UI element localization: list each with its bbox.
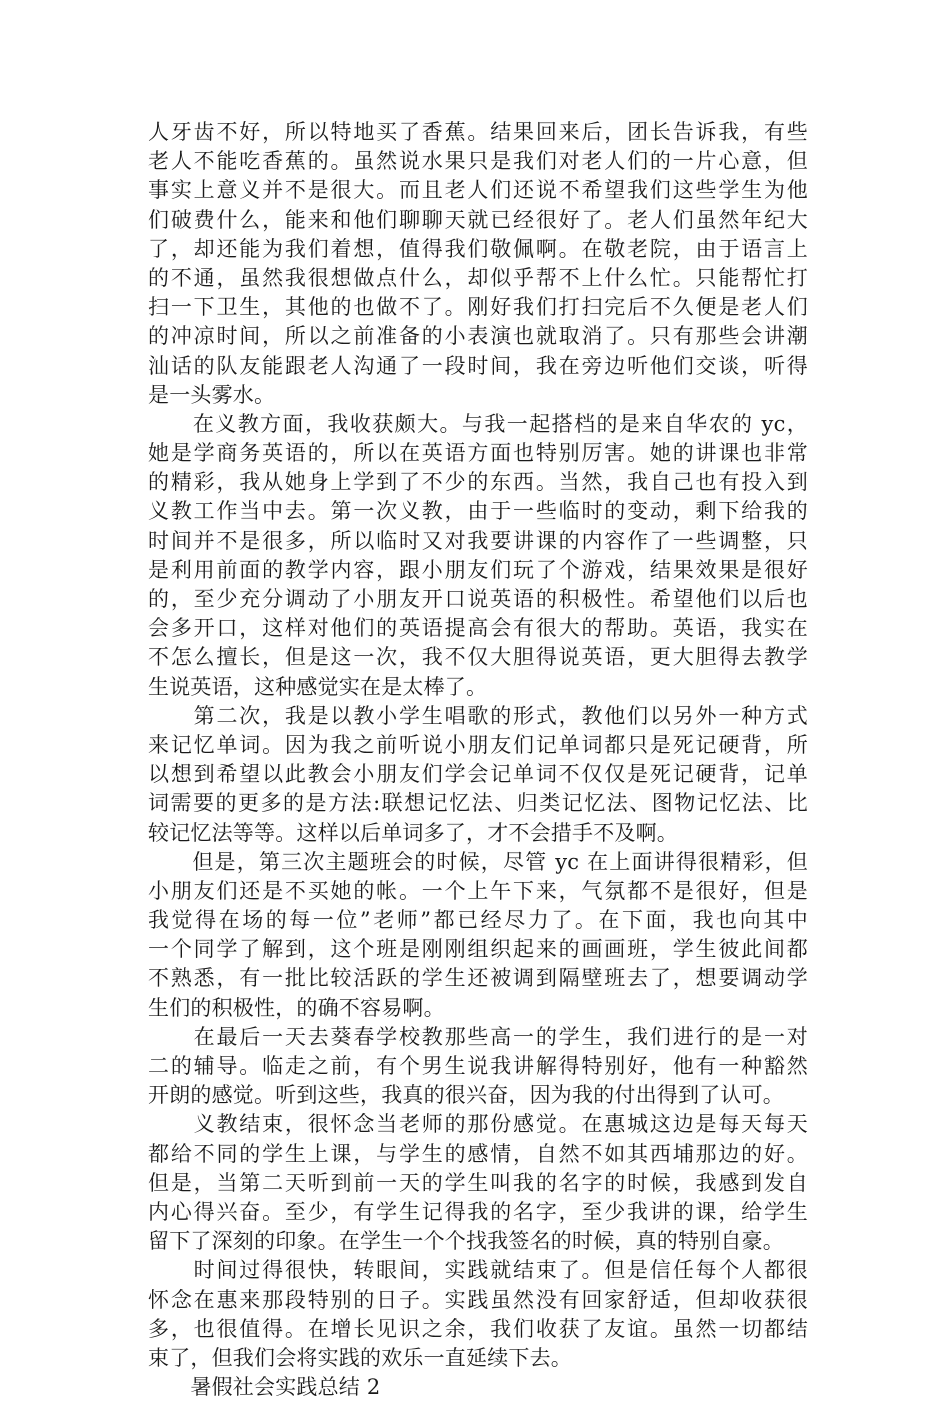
text-line: 时间过得很快，转眼间，实践就结束了。但是信任每个人都很 (148, 1258, 808, 1283)
text-line: 是利用前面的教学内容，跟小朋友们玩了个游戏，结果效果是很好 (148, 557, 808, 582)
text-line: 扫一下卫生，其他的也做不了。刚好我们打扫完后不久便是老人们 (148, 295, 808, 320)
document-body (148, 118, 808, 1402)
text-line: 第二次，我是以教小学生唱歌的形式，教他们以另外一种方式 (148, 703, 808, 728)
text-line: 在义教方面，我收获颇大。与我一起搭档的是来自华农的 yc， (148, 411, 808, 436)
text-line: 的，至少充分调动了小朋友开口说英语的积极性。希望他们以后也 (148, 587, 808, 611)
text-line: 的冲凉时间，所以之前准备的小表演也就取消了。只有那些会讲潮 (148, 324, 808, 349)
text-line: 她是学商务英语的，所以在英语方面也特别厉害。她的讲课也非常 (148, 441, 808, 466)
text-line: 但是，第三次主题班会的时候，尽管 yc 在上面讲得很精彩，但 (148, 849, 808, 874)
text-line: 生们的积极性，的确不容易啊。 (148, 995, 445, 1020)
text-line: 但是，当第二天听到前一天的学生叫我的名字的时候，我感到发自 (148, 1170, 808, 1195)
text-line: 都给不同的学生上课，与学生的感情，自然不如其西埔那边的好。 (148, 1141, 808, 1166)
text-line: 怀念在惠来那段特别的日子。实践虽然没有回家舒适，但却收获很 (148, 1287, 808, 1312)
text-line: 义教结束，很怀念当老师的那份感觉。在惠城这边是每天每天 (148, 1112, 808, 1137)
text-line: 多，也很值得。在增长见识之余，我们收获了友谊。虽然一切都结 (148, 1316, 808, 1341)
text-line: 以想到希望以此教会小朋友们学会记单词不仅仅是死记硬背，记单 (148, 762, 808, 787)
text-line: 老人不能吃香蕉的。虽然说水果只是我们对老人们的一片心意，但 (148, 149, 808, 174)
text-line: 小朋友们还是不买她的帐。一个上午下来，气氛都不是很好，但是 (148, 878, 808, 903)
text-line: 生说英语，这种感觉实在是太棒了。 (148, 674, 488, 699)
text-line: 的精彩，我从她身上学到了不少的东西。当然，我自己也有投入到 (148, 470, 808, 495)
text-line: 我觉得在场的每一位”老师”都已经尽力了。在下面，我也向其中 (148, 908, 808, 933)
text-line: 不熟悉，有一批比较活跃的学生还被调到隔壁班去了，想要调动学 (148, 966, 808, 991)
text-line: 二的辅导。临走之前，有个男生说我讲解得特别好，他有一种豁然 (148, 1054, 808, 1078)
text-line: 来记忆单词。因为我之前听说小朋友们记单词都只是死记硬背，所 (148, 732, 808, 757)
text-line: 较记忆法等等。这样以后单词多了，才不会措手不及啊。 (148, 820, 678, 845)
text-line: 事实上意义并不是很大。而且老人们还说不希望我们这些学生为他 (148, 178, 808, 203)
text-line: 在最后一天去葵春学校教那些高一的学生，我们进行的是一对 (148, 1024, 808, 1049)
text-line: 汕话的队友能跟老人沟通了一段时间，我在旁边听他们交谈，听得 (148, 353, 808, 378)
text-line: 留下了深刻的印象。在学生一个个找我签名的时候，真的特别自豪。 (148, 1229, 784, 1254)
text-line: 一个同学了解到，这个班是刚刚组织起来的画画班，学生彼此间都 (148, 937, 808, 962)
text-line: 内心得兴奋。至少，有学生记得我的名字，至少我讲的课，给学生 (148, 1199, 808, 1224)
text-line: 的不通，虽然我很想做点什么，却似乎帮不上什么忙。只能帮忙打 (148, 265, 808, 290)
text-line: 词需要的更多的是方法:联想记忆法、归类记忆法、图物记忆法、比 (148, 791, 808, 816)
text-line: 了，却还能为我们着想，值得我们敬佩啊。在敬老院，由于语言上 (148, 236, 808, 261)
text-line: 不怎么擅长，但是这一次，我不仅大胆得说英语，更大胆得去教学 (148, 645, 808, 670)
text-line: 开朗的感觉。听到这些，我真的很兴奋，因为我的付出得到了认可。 (148, 1083, 784, 1108)
text-line: 是一头雾水。 (148, 382, 276, 407)
text-line: 束了，但我们会将实践的欢乐一直延续下去。 (148, 1345, 572, 1370)
text-line: 时间并不是很多，所以临时又对我要讲课的内容作了一些调整，只 (148, 528, 808, 553)
text-line: 们破费什么，能来和他们聊聊天就已经很好了。老人们虽然年纪大 (148, 207, 808, 232)
text-line: 会多开口，这样对他们的英语提高会有很大的帮助。英语，我实在 (148, 616, 808, 641)
text-line: 义教工作当中去。第一次义教，由于一些临时的变动，剩下给我的 (148, 499, 808, 524)
text-line: 暑假社会实践总结 2 (148, 1375, 381, 1400)
text-line: 人牙齿不好，所以特地买了香蕉。结果回来后，团长告诉我，有些 (148, 120, 808, 144)
